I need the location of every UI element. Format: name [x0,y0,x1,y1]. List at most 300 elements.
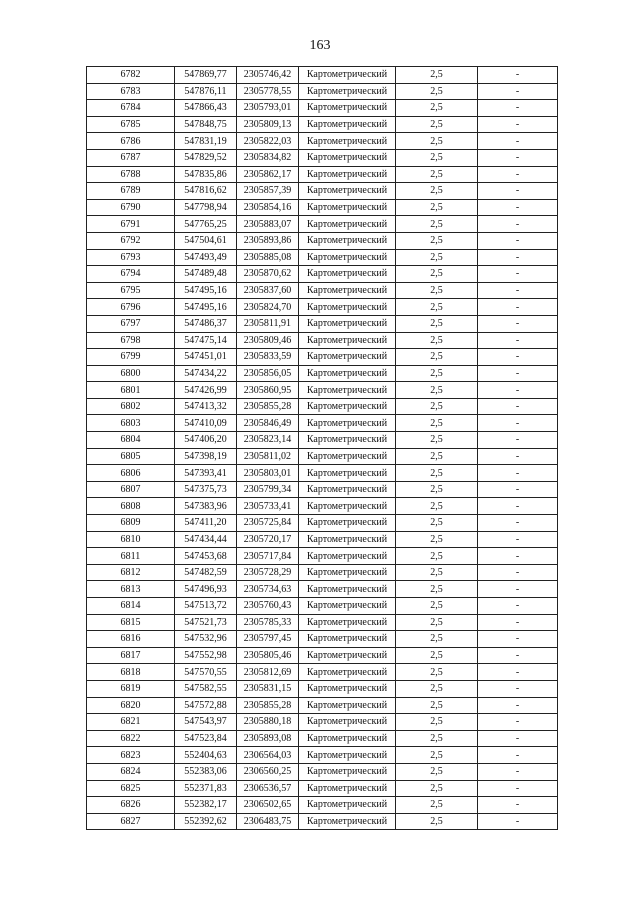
point-number-cell: 6783 [87,83,175,100]
accuracy-cell: 2,5 [396,67,478,84]
x-coordinate-cell: 547835,86 [175,166,237,183]
point-number-cell: 6822 [87,730,175,747]
x-coordinate-cell: 547406,20 [175,432,237,449]
point-number-cell: 6799 [87,349,175,366]
point-number-cell: 6824 [87,763,175,780]
table-row [87,415,558,432]
accuracy-cell: 2,5 [396,133,478,150]
y-coordinate-cell: 2305846,49 [237,415,299,432]
y-coordinate-cell: 2305831,15 [237,680,299,697]
accuracy-cell: 2,5 [396,631,478,648]
point-number-cell: 6820 [87,697,175,714]
table-row [87,813,558,830]
y-coordinate-cell: 2305883,07 [237,216,299,233]
point-number-cell: 6814 [87,598,175,615]
table-row [87,365,558,382]
description-cell: - [478,83,558,100]
description-cell: - [478,647,558,664]
table-row [87,398,558,415]
description-cell: - [478,813,558,830]
point-number-cell: 6808 [87,498,175,515]
point-number-cell: 6784 [87,100,175,117]
y-coordinate-cell: 2306483,75 [237,813,299,830]
accuracy-cell: 2,5 [396,813,478,830]
x-coordinate-cell: 547411,20 [175,515,237,532]
x-coordinate-cell: 547570,55 [175,664,237,681]
description-cell: - [478,598,558,615]
table-row [87,631,558,648]
y-coordinate-cell: 2305893,86 [237,232,299,249]
y-coordinate-cell: 2306502,65 [237,797,299,814]
table-row [87,664,558,681]
point-number-cell: 6796 [87,299,175,316]
accuracy-cell: 2,5 [396,548,478,565]
x-coordinate-cell: 552383,06 [175,763,237,780]
description-cell: - [478,282,558,299]
page-number: 163 [309,38,331,53]
accuracy-cell: 2,5 [396,282,478,299]
description-cell: - [478,714,558,731]
table-row [87,515,558,532]
description-cell: - [478,763,558,780]
method-cell: Картометрический [299,100,396,117]
description-cell: - [478,697,558,714]
point-number-cell: 6809 [87,515,175,532]
table-row [87,149,558,166]
y-coordinate-cell: 2305855,28 [237,398,299,415]
table-row [87,349,558,366]
accuracy-cell: 2,5 [396,116,478,133]
y-coordinate-cell: 2306564,03 [237,747,299,764]
table-row [87,780,558,797]
accuracy-cell: 2,5 [396,232,478,249]
table-row [87,100,558,117]
accuracy-cell: 2,5 [396,697,478,714]
y-coordinate-cell: 2305837,60 [237,282,299,299]
table-row [87,166,558,183]
y-coordinate-cell: 2305803,01 [237,465,299,482]
y-coordinate-cell: 2305870,62 [237,266,299,283]
table-row [87,797,558,814]
x-coordinate-cell: 547829,52 [175,149,237,166]
accuracy-cell: 2,5 [396,780,478,797]
y-coordinate-cell: 2305809,13 [237,116,299,133]
method-cell: Картометрический [299,116,396,133]
y-coordinate-cell: 2305834,82 [237,149,299,166]
description-cell: - [478,133,558,150]
method-cell: Картометрический [299,149,396,166]
description-cell: - [478,531,558,548]
description-cell: - [478,216,558,233]
method-cell: Картометрический [299,365,396,382]
description-cell: - [478,315,558,332]
table-row [87,481,558,498]
method-cell: Картометрический [299,581,396,598]
point-number-cell: 6794 [87,266,175,283]
y-coordinate-cell: 2305734,63 [237,581,299,598]
y-coordinate-cell: 2305733,41 [237,498,299,515]
point-number-cell: 6826 [87,797,175,814]
x-coordinate-cell: 547453,68 [175,548,237,565]
y-coordinate-cell: 2305720,17 [237,531,299,548]
accuracy-cell: 2,5 [396,266,478,283]
x-coordinate-cell: 547410,09 [175,415,237,432]
x-coordinate-cell: 547482,59 [175,564,237,581]
x-coordinate-cell: 552382,17 [175,797,237,814]
method-cell: Картометрический [299,797,396,814]
method-cell: Картометрический [299,183,396,200]
table-row [87,714,558,731]
point-number-cell: 6791 [87,216,175,233]
accuracy-cell: 2,5 [396,183,478,200]
method-cell: Картометрический [299,531,396,548]
accuracy-cell: 2,5 [396,398,478,415]
accuracy-cell: 2,5 [396,299,478,316]
method-cell: Картометрический [299,564,396,581]
x-coordinate-cell: 547504,61 [175,232,237,249]
accuracy-cell: 2,5 [396,315,478,332]
accuracy-cell: 2,5 [396,581,478,598]
point-number-cell: 6782 [87,67,175,84]
description-cell: - [478,614,558,631]
description-cell: - [478,382,558,399]
point-number-cell: 6805 [87,448,175,465]
method-cell: Картометрический [299,647,396,664]
method-cell: Картометрический [299,664,396,681]
accuracy-cell: 2,5 [396,216,478,233]
table-row [87,382,558,399]
description-cell: - [478,415,558,432]
y-coordinate-cell: 2305728,29 [237,564,299,581]
description-cell: - [478,149,558,166]
method-cell: Картометрический [299,763,396,780]
x-coordinate-cell: 547475,14 [175,332,237,349]
accuracy-cell: 2,5 [396,714,478,731]
method-cell: Картометрический [299,349,396,366]
method-cell: Картометрический [299,232,396,249]
table-row [87,133,558,150]
accuracy-cell: 2,5 [396,249,478,266]
method-cell: Картометрический [299,730,396,747]
method-cell: Картометрический [299,83,396,100]
point-number-cell: 6815 [87,614,175,631]
method-cell: Картометрический [299,266,396,283]
point-number-cell: 6786 [87,133,175,150]
y-coordinate-cell: 2305860,95 [237,382,299,399]
table-row [87,730,558,747]
y-coordinate-cell: 2306560,25 [237,763,299,780]
table-row [87,116,558,133]
method-cell: Картометрический [299,481,396,498]
accuracy-cell: 2,5 [396,448,478,465]
x-coordinate-cell: 547876,11 [175,83,237,100]
y-coordinate-cell: 2305805,46 [237,647,299,664]
description-cell: - [478,249,558,266]
accuracy-cell: 2,5 [396,763,478,780]
method-cell: Картометрический [299,282,396,299]
method-cell: Картометрический [299,166,396,183]
y-coordinate-cell: 2305746,42 [237,67,299,84]
table-row [87,299,558,316]
table-row [87,432,558,449]
description-cell: - [478,365,558,382]
y-coordinate-cell: 2305799,34 [237,481,299,498]
description-cell: - [478,680,558,697]
x-coordinate-cell: 547426,99 [175,382,237,399]
method-cell: Картометрический [299,813,396,830]
method-cell: Картометрический [299,548,396,565]
x-coordinate-cell: 547486,37 [175,315,237,332]
x-coordinate-cell: 547765,25 [175,216,237,233]
accuracy-cell: 2,5 [396,332,478,349]
y-coordinate-cell: 2305811,02 [237,448,299,465]
y-coordinate-cell: 2305725,84 [237,515,299,532]
table-row [87,581,558,598]
accuracy-cell: 2,5 [396,415,478,432]
table-row [87,216,558,233]
y-coordinate-cell: 2305893,08 [237,730,299,747]
point-number-cell: 6803 [87,415,175,432]
method-cell: Картометрический [299,448,396,465]
table-row [87,83,558,100]
accuracy-cell: 2,5 [396,614,478,631]
y-coordinate-cell: 2305855,28 [237,697,299,714]
description-cell: - [478,498,558,515]
description-cell: - [478,797,558,814]
point-number-cell: 6785 [87,116,175,133]
x-coordinate-cell: 547848,75 [175,116,237,133]
x-coordinate-cell: 547495,16 [175,282,237,299]
x-coordinate-cell: 547532,96 [175,631,237,648]
description-cell: - [478,481,558,498]
method-cell: Картометрический [299,199,396,216]
y-coordinate-cell: 2305809,46 [237,332,299,349]
method-cell: Картометрический [299,67,396,84]
accuracy-cell: 2,5 [396,432,478,449]
coordinates-table [86,66,558,830]
accuracy-cell: 2,5 [396,83,478,100]
table-row [87,548,558,565]
description-cell: - [478,332,558,349]
method-cell: Картометрический [299,697,396,714]
table-row [87,531,558,548]
x-coordinate-cell: 547523,84 [175,730,237,747]
accuracy-cell: 2,5 [396,564,478,581]
table-row [87,598,558,615]
x-coordinate-cell: 547572,88 [175,697,237,714]
method-cell: Картометрический [299,598,396,615]
y-coordinate-cell: 2305778,55 [237,83,299,100]
point-number-cell: 6804 [87,432,175,449]
y-coordinate-cell: 2305717,84 [237,548,299,565]
method-cell: Картометрический [299,714,396,731]
description-cell: - [478,100,558,117]
method-cell: Картометрический [299,415,396,432]
point-number-cell: 6787 [87,149,175,166]
y-coordinate-cell: 2305833,59 [237,349,299,366]
table-row [87,448,558,465]
accuracy-cell: 2,5 [396,730,478,747]
point-number-cell: 6793 [87,249,175,266]
method-cell: Картометрический [299,515,396,532]
accuracy-cell: 2,5 [396,598,478,615]
table-row [87,647,558,664]
x-coordinate-cell: 547493,49 [175,249,237,266]
method-cell: Картометрический [299,465,396,482]
method-cell: Картометрический [299,299,396,316]
point-number-cell: 6827 [87,813,175,830]
accuracy-cell: 2,5 [396,797,478,814]
y-coordinate-cell: 2305785,33 [237,614,299,631]
description-cell: - [478,448,558,465]
table-row [87,266,558,283]
point-number-cell: 6816 [87,631,175,648]
y-coordinate-cell: 2305793,01 [237,100,299,117]
description-cell: - [478,581,558,598]
table-row [87,315,558,332]
description-cell: - [478,432,558,449]
x-coordinate-cell: 547451,01 [175,349,237,366]
description-cell: - [478,465,558,482]
point-number-cell: 6802 [87,398,175,415]
x-coordinate-cell: 547413,32 [175,398,237,415]
y-coordinate-cell: 2305862,17 [237,166,299,183]
method-cell: Картометрический [299,133,396,150]
x-coordinate-cell: 547521,73 [175,614,237,631]
x-coordinate-cell: 547398,19 [175,448,237,465]
y-coordinate-cell: 2305856,05 [237,365,299,382]
point-number-cell: 6792 [87,232,175,249]
y-coordinate-cell: 2305857,39 [237,183,299,200]
description-cell: - [478,780,558,797]
description-cell: - [478,747,558,764]
x-coordinate-cell: 552404,63 [175,747,237,764]
table-row [87,332,558,349]
x-coordinate-cell: 552392,62 [175,813,237,830]
accuracy-cell: 2,5 [396,349,478,366]
table-row [87,763,558,780]
accuracy-cell: 2,5 [396,747,478,764]
point-number-cell: 6818 [87,664,175,681]
accuracy-cell: 2,5 [396,647,478,664]
x-coordinate-cell: 547543,97 [175,714,237,731]
point-number-cell: 6821 [87,714,175,731]
x-coordinate-cell: 552371,83 [175,780,237,797]
y-coordinate-cell: 2305811,91 [237,315,299,332]
description-cell: - [478,564,558,581]
point-number-cell: 6801 [87,382,175,399]
x-coordinate-cell: 547495,16 [175,299,237,316]
table-row [87,183,558,200]
accuracy-cell: 2,5 [396,664,478,681]
point-number-cell: 6795 [87,282,175,299]
table-row [87,614,558,631]
x-coordinate-cell: 547582,55 [175,680,237,697]
accuracy-cell: 2,5 [396,498,478,515]
method-cell: Картометрический [299,780,396,797]
table-row [87,67,558,84]
table-row [87,199,558,216]
point-number-cell: 6812 [87,564,175,581]
method-cell: Картометрический [299,614,396,631]
point-number-cell: 6806 [87,465,175,482]
x-coordinate-cell: 547831,19 [175,133,237,150]
method-cell: Картометрический [299,382,396,399]
accuracy-cell: 2,5 [396,531,478,548]
description-cell: - [478,183,558,200]
accuracy-cell: 2,5 [396,100,478,117]
description-cell: - [478,349,558,366]
description-cell: - [478,166,558,183]
description-cell: - [478,232,558,249]
accuracy-cell: 2,5 [396,515,478,532]
point-number-cell: 6797 [87,315,175,332]
table-row [87,282,558,299]
y-coordinate-cell: 2305822,03 [237,133,299,150]
description-cell: - [478,664,558,681]
table-row [87,680,558,697]
y-coordinate-cell: 2305760,43 [237,598,299,615]
accuracy-cell: 2,5 [396,481,478,498]
description-cell: - [478,398,558,415]
accuracy-cell: 2,5 [396,680,478,697]
method-cell: Картометрический [299,432,396,449]
table-row [87,564,558,581]
method-cell: Картометрический [299,631,396,648]
point-number-cell: 6813 [87,581,175,598]
point-number-cell: 6800 [87,365,175,382]
description-cell: - [478,266,558,283]
method-cell: Картометрический [299,398,396,415]
table-row [87,465,558,482]
y-coordinate-cell: 2305797,45 [237,631,299,648]
table-row [87,747,558,764]
accuracy-cell: 2,5 [396,465,478,482]
description-cell: - [478,548,558,565]
y-coordinate-cell: 2305880,18 [237,714,299,731]
description-cell: - [478,730,558,747]
description-cell: - [478,631,558,648]
point-number-cell: 6811 [87,548,175,565]
accuracy-cell: 2,5 [396,199,478,216]
point-number-cell: 6823 [87,747,175,764]
table-row [87,498,558,515]
method-cell: Картометрический [299,332,396,349]
description-cell: - [478,299,558,316]
x-coordinate-cell: 547434,44 [175,531,237,548]
table-row [87,232,558,249]
method-cell: Картометрический [299,216,396,233]
point-number-cell: 6825 [87,780,175,797]
table-row [87,697,558,714]
accuracy-cell: 2,5 [396,382,478,399]
method-cell: Картометрический [299,315,396,332]
method-cell: Картометрический [299,249,396,266]
method-cell: Картометрический [299,680,396,697]
accuracy-cell: 2,5 [396,149,478,166]
x-coordinate-cell: 547383,96 [175,498,237,515]
x-coordinate-cell: 547513,72 [175,598,237,615]
point-number-cell: 6817 [87,647,175,664]
description-cell: - [478,515,558,532]
method-cell: Картометрический [299,747,396,764]
point-number-cell: 6798 [87,332,175,349]
coordinates-table-body [87,67,558,830]
y-coordinate-cell: 2305824,70 [237,299,299,316]
point-number-cell: 6790 [87,199,175,216]
point-number-cell: 6810 [87,531,175,548]
x-coordinate-cell: 547552,98 [175,647,237,664]
